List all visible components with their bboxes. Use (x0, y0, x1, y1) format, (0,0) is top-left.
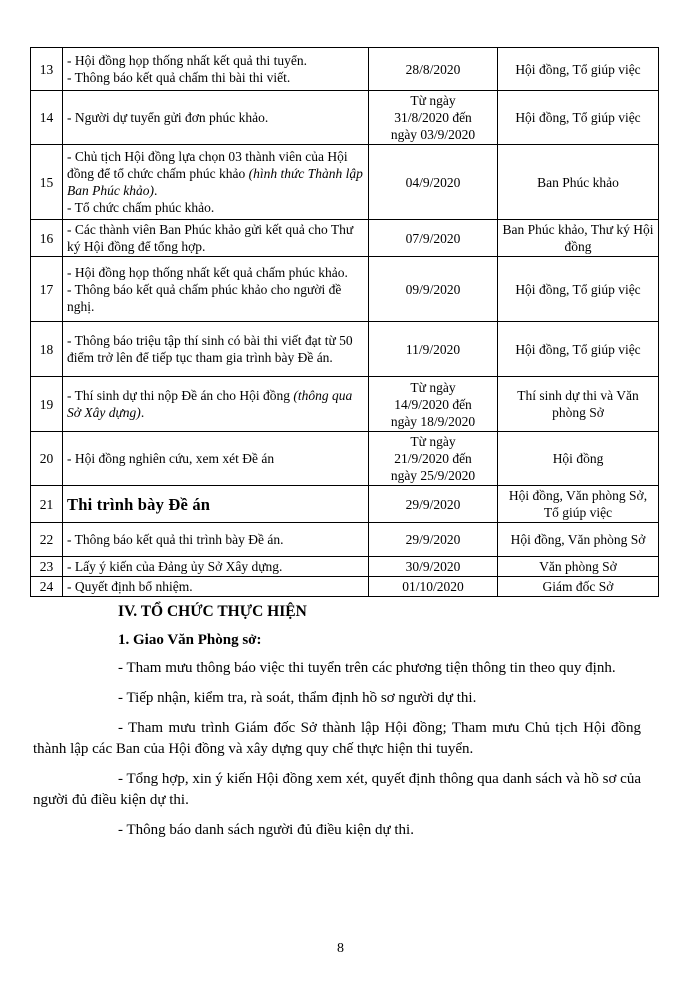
date-cell (369, 523, 498, 557)
text-segment: ngày 18/9/2020 (390, 413, 476, 429)
task-cell (63, 145, 369, 220)
date-cell (369, 48, 498, 91)
task-cell (63, 220, 369, 257)
responsible-cell: Giám đốc Sở (498, 577, 659, 597)
table-row (31, 523, 659, 557)
text-segment: 09/9/2020 (405, 281, 461, 297)
row-number: 16 (31, 220, 63, 257)
text-line (67, 496, 364, 513)
text-line (67, 578, 364, 595)
text-segment: - Hội đồng họp thống nhất kết quả thi tuyển. (67, 53, 307, 68)
task-cell (63, 523, 369, 557)
text-segment: 28/8/2020 (405, 61, 461, 77)
table-row (31, 91, 659, 145)
row-number: 24 (31, 577, 63, 597)
text-segment: - Tổ chức chấm phúc khảo. (67, 200, 215, 215)
text-segment: 07/9/2020 (405, 230, 461, 246)
row-number: 19 (31, 377, 63, 432)
text-line (373, 61, 493, 78)
table-row (31, 377, 659, 432)
paragraph: - Tham mưu thông báo việc thi tuyển trên các phương tiện thông tin theo quy định. (118, 660, 616, 676)
text-segment: - Thông báo kết quả thi trình bày Đề án. (67, 532, 284, 547)
row-number: 14 (31, 91, 63, 145)
text-line (373, 496, 493, 513)
text-line (67, 558, 364, 575)
text-segment: 11/9/2020 (405, 341, 461, 357)
text-line (67, 221, 364, 255)
text-segment: - Hội đồng nghiên cứu, xem xét Đề án (67, 451, 275, 466)
text-line (67, 52, 364, 69)
text-line (67, 387, 364, 421)
table-row (31, 48, 659, 91)
responsible-cell: Hội đồng, Tổ giúp việc (498, 257, 659, 322)
text-segment: 21/9/2020 đến (394, 451, 472, 466)
section-heading: IV. TỔ CHỨC THỰC HIỆN (118, 603, 307, 620)
text-segment: 29/9/2020 (405, 496, 461, 512)
text-segment: 30/9/2020 (405, 559, 461, 574)
text-line (373, 433, 493, 450)
subsection-heading: 1. Giao Văn Phòng sở: (118, 632, 262, 648)
responsible-cell: Ban Phúc khảo, Thư ký Hội đồng (498, 220, 659, 257)
table-row (31, 322, 659, 377)
text-line (373, 531, 493, 548)
task-cell (63, 322, 369, 377)
text-line (67, 450, 364, 467)
task-cell (63, 91, 369, 145)
text-segment: - Hội đồng họp thống nhất kết quả chấm phúc khảo. (67, 264, 348, 280)
text-segment: (thông qua Sở Xây dựng) (67, 388, 353, 420)
table-row (31, 432, 659, 486)
text-line (373, 396, 493, 413)
task-cell (63, 377, 369, 432)
section-iv (33, 594, 641, 841)
date-cell (369, 377, 498, 432)
text-line (67, 109, 364, 126)
date-cell (369, 486, 498, 523)
responsible-cell: Hội đồng, Tổ giúp việc (498, 322, 659, 377)
text-line (373, 174, 493, 191)
text-line (373, 413, 493, 430)
responsible-cell: Hội đồng (498, 432, 659, 486)
row-number: 18 (31, 322, 63, 377)
text-segment: - Quyết định bổ nhiệm. (67, 579, 193, 594)
responsible-cell: Văn phòng Sở (498, 557, 659, 577)
text-segment: . (140, 405, 145, 420)
text-line (373, 126, 493, 143)
text-segment: - Các thành viên Ban Phúc khảo gửi kết quả cho Thư ký Hội đồng để tổng hợp. (67, 222, 354, 254)
text-segment: 31/8/2020 đến (394, 110, 472, 125)
table-row (31, 557, 659, 577)
text-line (373, 230, 493, 247)
task-cell (63, 486, 369, 523)
table-row (31, 257, 659, 322)
text-line (373, 450, 493, 467)
text-line (373, 341, 493, 358)
text-line (67, 264, 364, 281)
date-cell (369, 432, 498, 486)
text-line (67, 531, 364, 548)
text-segment: Từ ngày (410, 434, 456, 449)
text-segment: . (153, 183, 158, 198)
text-segment: - Chủ tịch Hội đồng lựa chọn 03 thành viên của Hội đồng để tổ chức chấm phúc khảo (67, 149, 348, 181)
date-cell (369, 257, 498, 322)
text-segment: (hình thức Thành lập Ban Phúc khảo) (67, 166, 363, 198)
text-segment: - Thông báo kết quả chấm thi bài thi viết. (67, 70, 291, 85)
text-segment: 04/9/2020 (405, 174, 461, 190)
row-number: 23 (31, 557, 63, 577)
task-cell (63, 432, 369, 486)
text-segment: - Thông báo triệu tập thí sinh có bài thi viết đạt từ 50 điểm trở lên để tiếp tục tham gia trình bày Đề án. (67, 333, 353, 365)
text-line (373, 92, 493, 109)
text-line (67, 332, 364, 366)
text-line (373, 109, 493, 126)
text-segment: 14/9/2020 đến (394, 396, 472, 412)
date-cell (369, 220, 498, 257)
paragraph: - Thông báo danh sách người đủ điều kiện dự thi. (118, 822, 414, 838)
date-cell (369, 322, 498, 377)
responsible-cell: Hội đồng, Tổ giúp việc (498, 48, 659, 91)
text-segment: ngày 25/9/2020 (390, 468, 476, 483)
date-cell (369, 557, 498, 577)
text-segment: 29/9/2020 (405, 532, 461, 547)
text-segment: Từ ngày (410, 379, 456, 395)
date-cell (369, 91, 498, 145)
task-cell (63, 557, 369, 577)
paragraph: - Tham mưu trình Giám đốc Sở thành lập Hội đồng; Tham mưu Chủ tịch Hội đồng thành lập các Ban của Hội đồng và xây dựng quy chế thực hiện thi tuyển. (33, 720, 641, 757)
text-segment: Thi trình bày Đề án (67, 494, 211, 514)
text-segment: - Người dự tuyển gửi đơn phúc khảo. (67, 110, 269, 125)
page-number: 8 (337, 941, 344, 956)
table-row (31, 145, 659, 220)
row-number: 20 (31, 432, 63, 486)
row-number: 22 (31, 523, 63, 557)
responsible-cell: Hội đồng, Tổ giúp việc (498, 91, 659, 145)
responsible-cell: Hội đồng, Văn phòng Sở (498, 523, 659, 557)
text-segment: 01/10/2020 (402, 579, 464, 594)
text-line (373, 578, 493, 595)
text-line (67, 148, 364, 199)
schedule-table (30, 47, 659, 597)
paragraph: - Tổng hợp, xin ý kiến Hội đồng xem xét, quyết định thông qua danh sách và hồ sơ của người đủ điều kiện dự thi. (33, 771, 641, 808)
text-line (373, 281, 493, 298)
table-row (31, 486, 659, 523)
table-row (31, 220, 659, 257)
text-line (373, 467, 493, 484)
task-cell (63, 257, 369, 322)
date-cell (369, 145, 498, 220)
text-line (67, 281, 364, 315)
text-line (373, 558, 493, 575)
paragraph: - Tiếp nhận, kiểm tra, rà soát, thẩm định hồ sơ người dự thi. (118, 690, 477, 706)
text-line (67, 199, 364, 216)
text-segment: - Lấy ý kiến của Đảng ủy Sở Xây dựng. (67, 559, 283, 574)
text-line (67, 69, 364, 86)
responsible-cell: Thí sinh dự thi và Văn phòng Sở (498, 377, 659, 432)
row-number: 17 (31, 257, 63, 322)
text-segment: - Thí sinh dự thi nộp Đề án cho Hội đồng (67, 388, 294, 403)
text-line (373, 379, 493, 396)
task-cell (63, 48, 369, 91)
row-number: 15 (31, 145, 63, 220)
row-number: 13 (31, 48, 63, 91)
text-segment: ngày 03/9/2020 (390, 127, 476, 142)
responsible-cell: Hội đồng, Văn phòng Sở, Tổ giúp việc (498, 486, 659, 523)
responsible-cell: Ban Phúc khảo (498, 145, 659, 220)
text-segment: - Thông báo kết quả chấm phúc khảo cho người đề nghị. (67, 281, 342, 314)
row-number: 21 (31, 486, 63, 523)
text-segment: Từ ngày (410, 93, 456, 108)
